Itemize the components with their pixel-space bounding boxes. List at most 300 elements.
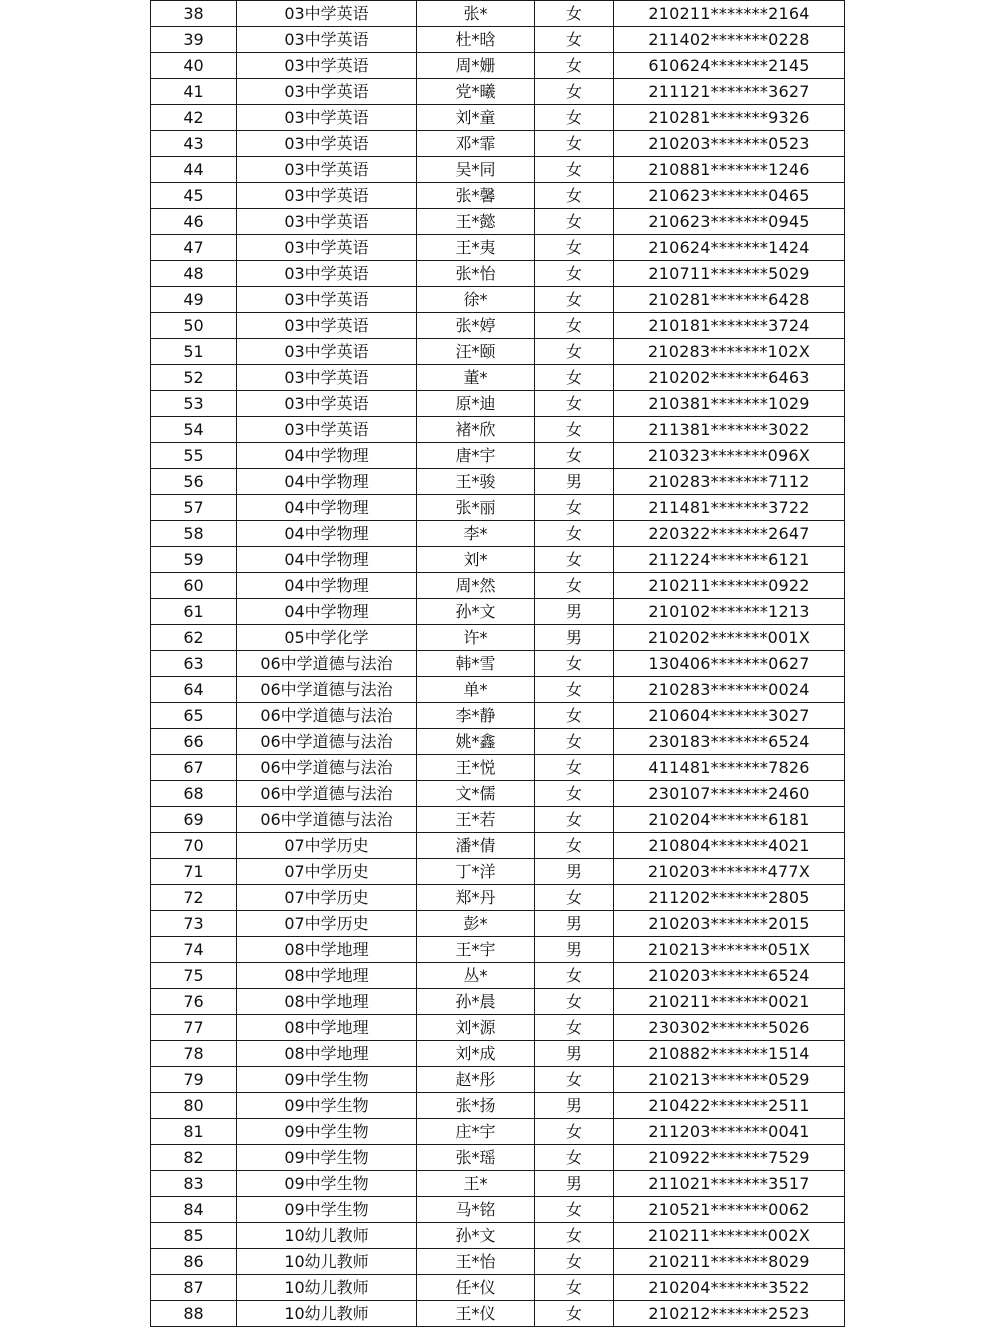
table-row	[151, 729, 845, 755]
candidate-name-cell: 邓*霏	[417, 131, 535, 157]
id-number-cell: 210604*******3027	[614, 703, 845, 729]
gender-cell: 男	[535, 1093, 614, 1119]
candidate-name-cell: 赵*彤	[417, 1067, 535, 1093]
candidate-name-cell: 周*然	[417, 573, 535, 599]
table-row	[151, 781, 845, 807]
row-number-cell: 78	[151, 1041, 237, 1067]
id-number-cell: 230302*******5026	[614, 1015, 845, 1041]
subject-cell: 03中学英语	[237, 261, 417, 287]
row-number-cell: 58	[151, 521, 237, 547]
id-number-cell: 210211*******2164	[614, 1, 845, 27]
id-number-cell: 130406*******0627	[614, 651, 845, 677]
candidate-name-cell: 张*丽	[417, 495, 535, 521]
candidate-name-cell: 单*	[417, 677, 535, 703]
candidate-name-cell: 王*宇	[417, 937, 535, 963]
id-number-cell: 210211*******002X	[614, 1223, 845, 1249]
candidate-name-cell: 吴*同	[417, 157, 535, 183]
row-number-cell: 46	[151, 209, 237, 235]
subject-cell: 03中学英语	[237, 209, 417, 235]
candidate-name-cell: 韩*雪	[417, 651, 535, 677]
table-row	[151, 417, 845, 443]
subject-cell: 06中学道德与法治	[237, 677, 417, 703]
gender-cell: 女	[535, 183, 614, 209]
subject-cell: 08中学地理	[237, 989, 417, 1015]
gender-cell: 女	[535, 1249, 614, 1275]
row-number-cell: 84	[151, 1197, 237, 1223]
gender-cell: 女	[535, 729, 614, 755]
gender-cell: 女	[535, 651, 614, 677]
table-row	[151, 1197, 845, 1223]
row-number-cell: 56	[151, 469, 237, 495]
gender-cell: 男	[535, 625, 614, 651]
row-number-cell: 77	[151, 1015, 237, 1041]
gender-cell: 女	[535, 53, 614, 79]
gender-cell: 男	[535, 1171, 614, 1197]
candidate-name-cell: 王*仪	[417, 1301, 535, 1327]
subject-cell: 10幼儿教师	[237, 1301, 417, 1327]
table-row	[151, 495, 845, 521]
candidate-name-cell: 张*	[417, 1, 535, 27]
row-number-cell: 71	[151, 859, 237, 885]
candidate-name-cell: 张*馨	[417, 183, 535, 209]
id-number-cell: 211224*******6121	[614, 547, 845, 573]
table-row	[151, 1275, 845, 1301]
row-number-cell: 48	[151, 261, 237, 287]
candidate-name-cell: 王*若	[417, 807, 535, 833]
row-number-cell: 38	[151, 1, 237, 27]
candidate-name-cell: 姚*鑫	[417, 729, 535, 755]
id-number-cell: 210922*******7529	[614, 1145, 845, 1171]
gender-cell: 女	[535, 1067, 614, 1093]
subject-cell: 06中学道德与法治	[237, 729, 417, 755]
id-number-cell: 210422*******2511	[614, 1093, 845, 1119]
table-row	[151, 989, 845, 1015]
id-number-cell: 210623*******0465	[614, 183, 845, 209]
table-row	[151, 963, 845, 989]
table-row	[151, 339, 845, 365]
subject-cell: 08中学地理	[237, 937, 417, 963]
gender-cell: 女	[535, 781, 614, 807]
gender-cell: 女	[535, 573, 614, 599]
candidate-name-cell: 孙*文	[417, 1223, 535, 1249]
table-row	[151, 183, 845, 209]
id-number-cell: 210203*******6524	[614, 963, 845, 989]
gender-cell: 男	[535, 1041, 614, 1067]
roster-table	[150, 0, 845, 1327]
id-number-cell: 210804*******4021	[614, 833, 845, 859]
table-row	[151, 859, 845, 885]
id-number-cell: 210281*******6428	[614, 287, 845, 313]
gender-cell: 男	[535, 937, 614, 963]
subject-cell: 06中学道德与法治	[237, 755, 417, 781]
subject-cell: 03中学英语	[237, 339, 417, 365]
id-number-cell: 230107*******2460	[614, 781, 845, 807]
subject-cell: 04中学物理	[237, 495, 417, 521]
subject-cell: 03中学英语	[237, 417, 417, 443]
candidate-name-cell: 王*	[417, 1171, 535, 1197]
gender-cell: 女	[535, 157, 614, 183]
table-row	[151, 937, 845, 963]
table-row	[151, 261, 845, 287]
gender-cell: 女	[535, 131, 614, 157]
table-row	[151, 391, 845, 417]
subject-cell: 03中学英语	[237, 183, 417, 209]
id-number-cell: 210211*******8029	[614, 1249, 845, 1275]
table-row	[151, 885, 845, 911]
gender-cell: 女	[535, 79, 614, 105]
gender-cell: 女	[535, 703, 614, 729]
id-number-cell: 210211*******0021	[614, 989, 845, 1015]
subject-cell: 06中学道德与法治	[237, 781, 417, 807]
id-number-cell: 211202*******2805	[614, 885, 845, 911]
row-number-cell: 39	[151, 27, 237, 53]
subject-cell: 07中学历史	[237, 833, 417, 859]
subject-cell: 06中学道德与法治	[237, 703, 417, 729]
subject-cell: 09中学生物	[237, 1145, 417, 1171]
candidate-name-cell: 王*骏	[417, 469, 535, 495]
table-row	[151, 1093, 845, 1119]
table-row	[151, 911, 845, 937]
gender-cell: 女	[535, 443, 614, 469]
subject-cell: 03中学英语	[237, 157, 417, 183]
id-number-cell: 210204*******6181	[614, 807, 845, 833]
candidate-name-cell: 马*铭	[417, 1197, 535, 1223]
id-number-cell: 210323*******096X	[614, 443, 845, 469]
row-number-cell: 61	[151, 599, 237, 625]
row-number-cell: 41	[151, 79, 237, 105]
subject-cell: 03中学英语	[237, 53, 417, 79]
gender-cell: 女	[535, 521, 614, 547]
candidate-name-cell: 文*儒	[417, 781, 535, 807]
table-row	[151, 209, 845, 235]
gender-cell: 女	[535, 1, 614, 27]
candidate-name-cell: 褚*欣	[417, 417, 535, 443]
row-number-cell: 81	[151, 1119, 237, 1145]
row-number-cell: 68	[151, 781, 237, 807]
table-row	[151, 625, 845, 651]
subject-cell: 04中学物理	[237, 521, 417, 547]
gender-cell: 女	[535, 1197, 614, 1223]
id-number-cell: 210204*******3522	[614, 1275, 845, 1301]
table-row	[151, 521, 845, 547]
row-number-cell: 83	[151, 1171, 237, 1197]
subject-cell: 04中学物理	[237, 443, 417, 469]
table-row	[151, 547, 845, 573]
row-number-cell: 73	[151, 911, 237, 937]
subject-cell: 08中学地理	[237, 1015, 417, 1041]
id-number-cell: 210521*******0062	[614, 1197, 845, 1223]
id-number-cell: 210882*******1514	[614, 1041, 845, 1067]
id-number-cell: 210211*******0922	[614, 573, 845, 599]
candidate-name-cell: 庄*宇	[417, 1119, 535, 1145]
gender-cell: 女	[535, 339, 614, 365]
row-number-cell: 74	[151, 937, 237, 963]
candidate-name-cell: 许*	[417, 625, 535, 651]
gender-cell: 女	[535, 417, 614, 443]
table-row	[151, 1249, 845, 1275]
row-number-cell: 44	[151, 157, 237, 183]
candidate-name-cell: 张*扬	[417, 1093, 535, 1119]
gender-cell: 女	[535, 963, 614, 989]
table-row	[151, 1171, 845, 1197]
row-number-cell: 86	[151, 1249, 237, 1275]
candidate-name-cell: 原*迪	[417, 391, 535, 417]
row-number-cell: 40	[151, 53, 237, 79]
row-number-cell: 59	[151, 547, 237, 573]
id-number-cell: 211203*******0041	[614, 1119, 845, 1145]
row-number-cell: 54	[151, 417, 237, 443]
id-number-cell: 210203*******2015	[614, 911, 845, 937]
gender-cell: 女	[535, 495, 614, 521]
id-number-cell: 411481*******7826	[614, 755, 845, 781]
candidate-name-cell: 孙*文	[417, 599, 535, 625]
subject-cell: 03中学英语	[237, 1, 417, 27]
candidate-name-cell: 张*婷	[417, 313, 535, 339]
row-number-cell: 52	[151, 365, 237, 391]
candidate-name-cell: 王*夷	[417, 235, 535, 261]
table-row	[151, 79, 845, 105]
subject-cell: 06中学道德与法治	[237, 651, 417, 677]
id-number-cell: 211381*******3022	[614, 417, 845, 443]
subject-cell: 03中学英语	[237, 105, 417, 131]
row-number-cell: 60	[151, 573, 237, 599]
row-number-cell: 49	[151, 287, 237, 313]
id-number-cell: 210213*******0529	[614, 1067, 845, 1093]
id-number-cell: 210283*******102X	[614, 339, 845, 365]
gender-cell: 男	[535, 469, 614, 495]
table-row	[151, 443, 845, 469]
gender-cell: 女	[535, 885, 614, 911]
id-number-cell: 211021*******3517	[614, 1171, 845, 1197]
table-row	[151, 365, 845, 391]
id-number-cell: 211402*******0228	[614, 27, 845, 53]
row-number-cell: 64	[151, 677, 237, 703]
gender-cell: 女	[535, 287, 614, 313]
candidate-name-cell: 彭*	[417, 911, 535, 937]
gender-cell: 女	[535, 209, 614, 235]
id-number-cell: 210283*******7112	[614, 469, 845, 495]
candidate-name-cell: 郑*丹	[417, 885, 535, 911]
id-number-cell: 210213*******051X	[614, 937, 845, 963]
subject-cell: 09中学生物	[237, 1171, 417, 1197]
table-row	[151, 651, 845, 677]
id-number-cell: 220322*******2647	[614, 521, 845, 547]
row-number-cell: 66	[151, 729, 237, 755]
gender-cell: 女	[535, 261, 614, 287]
candidate-name-cell: 潘*倩	[417, 833, 535, 859]
id-number-cell: 211121*******3627	[614, 79, 845, 105]
row-number-cell: 67	[151, 755, 237, 781]
candidate-name-cell: 周*姗	[417, 53, 535, 79]
id-number-cell: 210281*******9326	[614, 105, 845, 131]
row-number-cell: 82	[151, 1145, 237, 1171]
id-number-cell: 210203*******477X	[614, 859, 845, 885]
subject-cell: 09中学生物	[237, 1197, 417, 1223]
gender-cell: 女	[535, 755, 614, 781]
candidate-name-cell: 李*	[417, 521, 535, 547]
gender-cell: 男	[535, 911, 614, 937]
subject-cell: 09中学生物	[237, 1119, 417, 1145]
row-number-cell: 79	[151, 1067, 237, 1093]
id-number-cell: 610624*******2145	[614, 53, 845, 79]
subject-cell: 03中学英语	[237, 131, 417, 157]
gender-cell: 女	[535, 1119, 614, 1145]
subject-cell: 04中学物理	[237, 599, 417, 625]
table-row	[151, 703, 845, 729]
subject-cell: 03中学英语	[237, 313, 417, 339]
table-row	[151, 833, 845, 859]
candidate-name-cell: 杜*晗	[417, 27, 535, 53]
gender-cell: 女	[535, 989, 614, 1015]
id-number-cell: 210202*******001X	[614, 625, 845, 651]
subject-cell: 04中学物理	[237, 573, 417, 599]
gender-cell: 女	[535, 833, 614, 859]
subject-cell: 07中学历史	[237, 885, 417, 911]
row-number-cell: 65	[151, 703, 237, 729]
subject-cell: 03中学英语	[237, 27, 417, 53]
row-number-cell: 45	[151, 183, 237, 209]
subject-cell: 03中学英语	[237, 391, 417, 417]
table-row	[151, 53, 845, 79]
candidate-name-cell: 任*仪	[417, 1275, 535, 1301]
candidate-name-cell: 王*悦	[417, 755, 535, 781]
id-number-cell: 210212*******2523	[614, 1301, 845, 1327]
row-number-cell: 69	[151, 807, 237, 833]
gender-cell: 女	[535, 105, 614, 131]
subject-cell: 03中学英语	[237, 235, 417, 261]
subject-cell: 10幼儿教师	[237, 1223, 417, 1249]
subject-cell: 03中学英语	[237, 287, 417, 313]
candidate-name-cell: 丛*	[417, 963, 535, 989]
gender-cell: 女	[535, 235, 614, 261]
table-row	[151, 755, 845, 781]
row-number-cell: 70	[151, 833, 237, 859]
candidate-name-cell: 汪*颐	[417, 339, 535, 365]
id-number-cell: 211481*******3722	[614, 495, 845, 521]
table-row	[151, 131, 845, 157]
subject-cell: 08中学地理	[237, 963, 417, 989]
subject-cell: 03中学英语	[237, 365, 417, 391]
subject-cell: 08中学地理	[237, 1041, 417, 1067]
table-row	[151, 807, 845, 833]
gender-cell: 女	[535, 1223, 614, 1249]
subject-cell: 03中学英语	[237, 79, 417, 105]
table-row	[151, 1, 845, 27]
candidate-name-cell: 刘*成	[417, 1041, 535, 1067]
candidate-name-cell: 王*懿	[417, 209, 535, 235]
gender-cell: 男	[535, 599, 614, 625]
subject-cell: 06中学道德与法治	[237, 807, 417, 833]
row-number-cell: 88	[151, 1301, 237, 1327]
table-row	[151, 27, 845, 53]
id-number-cell: 230183*******6524	[614, 729, 845, 755]
candidate-name-cell: 李*静	[417, 703, 535, 729]
candidate-name-cell: 刘*源	[417, 1015, 535, 1041]
candidate-name-cell: 张*瑶	[417, 1145, 535, 1171]
candidate-name-cell: 张*怡	[417, 261, 535, 287]
table-row	[151, 1301, 845, 1327]
gender-cell: 女	[535, 365, 614, 391]
subject-cell: 05中学化学	[237, 625, 417, 651]
row-number-cell: 85	[151, 1223, 237, 1249]
table-row	[151, 157, 845, 183]
row-number-cell: 53	[151, 391, 237, 417]
id-number-cell: 210381*******1029	[614, 391, 845, 417]
row-number-cell: 87	[151, 1275, 237, 1301]
row-number-cell: 76	[151, 989, 237, 1015]
table-row	[151, 1223, 845, 1249]
gender-cell: 女	[535, 1301, 614, 1327]
table-row	[151, 1145, 845, 1171]
candidate-name-cell: 刘*童	[417, 105, 535, 131]
id-number-cell: 210202*******6463	[614, 365, 845, 391]
id-number-cell: 210711*******5029	[614, 261, 845, 287]
row-number-cell: 51	[151, 339, 237, 365]
roster-table-body	[151, 1, 845, 1327]
candidate-name-cell: 孙*晨	[417, 989, 535, 1015]
gender-cell: 女	[535, 27, 614, 53]
row-number-cell: 42	[151, 105, 237, 131]
gender-cell: 女	[535, 391, 614, 417]
table-row	[151, 313, 845, 339]
subject-cell: 07中学历史	[237, 911, 417, 937]
row-number-cell: 62	[151, 625, 237, 651]
id-number-cell: 210624*******1424	[614, 235, 845, 261]
subject-cell: 04中学物理	[237, 469, 417, 495]
id-number-cell: 210881*******1246	[614, 157, 845, 183]
table-row	[151, 573, 845, 599]
row-number-cell: 72	[151, 885, 237, 911]
gender-cell: 女	[535, 677, 614, 703]
candidate-name-cell: 唐*宇	[417, 443, 535, 469]
candidate-name-cell: 董*	[417, 365, 535, 391]
row-number-cell: 57	[151, 495, 237, 521]
gender-cell: 女	[535, 1015, 614, 1041]
gender-cell: 女	[535, 313, 614, 339]
id-number-cell: 210181*******3724	[614, 313, 845, 339]
row-number-cell: 50	[151, 313, 237, 339]
id-number-cell: 210623*******0945	[614, 209, 845, 235]
row-number-cell: 47	[151, 235, 237, 261]
subject-cell: 10幼儿教师	[237, 1275, 417, 1301]
row-number-cell: 63	[151, 651, 237, 677]
table-row	[151, 1119, 845, 1145]
id-number-cell: 210283*******0024	[614, 677, 845, 703]
table-row	[151, 105, 845, 131]
table-row	[151, 1067, 845, 1093]
gender-cell: 女	[535, 807, 614, 833]
gender-cell: 女	[535, 1145, 614, 1171]
row-number-cell: 55	[151, 443, 237, 469]
subject-cell: 10幼儿教师	[237, 1249, 417, 1275]
table-row	[151, 1041, 845, 1067]
subject-cell: 07中学历史	[237, 859, 417, 885]
table-row	[151, 677, 845, 703]
row-number-cell: 43	[151, 131, 237, 157]
subject-cell: 09中学生物	[237, 1067, 417, 1093]
subject-cell: 04中学物理	[237, 547, 417, 573]
gender-cell: 女	[535, 1275, 614, 1301]
candidate-name-cell: 丁*洋	[417, 859, 535, 885]
table-row	[151, 1015, 845, 1041]
table-row	[151, 599, 845, 625]
candidate-name-cell: 党*曦	[417, 79, 535, 105]
id-number-cell: 210203*******0523	[614, 131, 845, 157]
candidate-name-cell: 刘*	[417, 547, 535, 573]
row-number-cell: 80	[151, 1093, 237, 1119]
table-row	[151, 469, 845, 495]
row-number-cell: 75	[151, 963, 237, 989]
